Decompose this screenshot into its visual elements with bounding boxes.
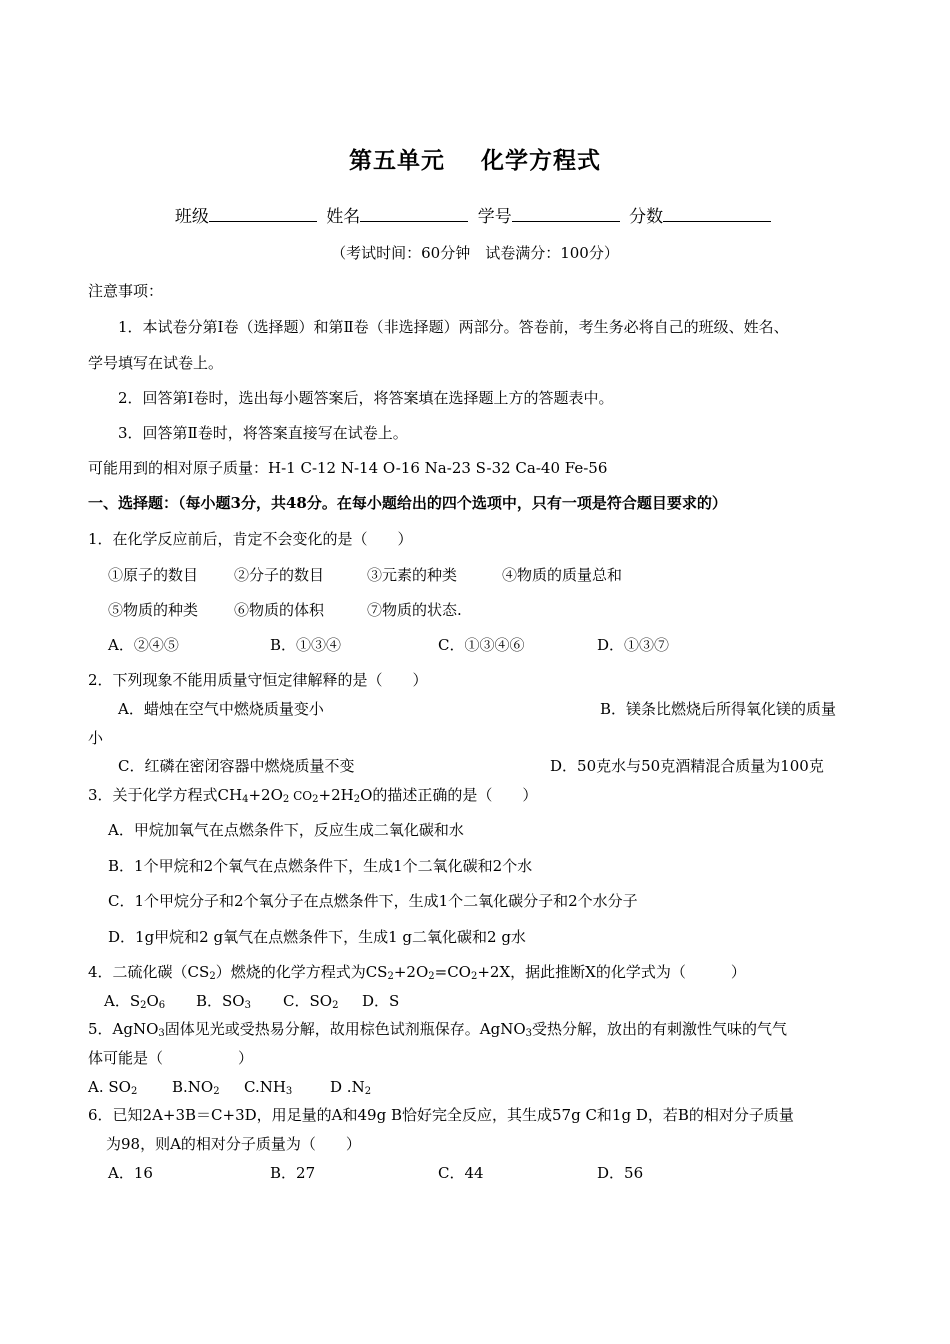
q6-option-c[interactable]: C．44 — [438, 1164, 484, 1182]
q5-pre: 5．AgNO — [88, 1020, 159, 1038]
q5-c-text: C.NH — [244, 1078, 286, 1096]
name-label: 姓名 — [326, 207, 361, 227]
q5-a-text: A. SO — [88, 1078, 131, 1096]
q1-item-6: ⑥物质的体积 — [234, 601, 325, 619]
q4-c-text: C．SO — [283, 992, 333, 1010]
q4-sub-a: 2 — [209, 971, 216, 982]
q6-stem-line1: 6．已知2A+3B＝C+3D，用足量的A和49g B恰好完全反应，其生成57g C和1g D，若B的相对分子质量 — [88, 1106, 794, 1124]
q1-item-3: ③元素的种类 — [367, 566, 458, 584]
q1-option-a[interactable]: A．②④⑤ — [108, 636, 179, 654]
section-1-heading: 一、选择题：（每小题3分，共48分。在每小题给出的四个选项中，只有一项是符合题目要求的） — [88, 494, 727, 512]
notice-item-1: 1．本试卷分第Ⅰ卷（选择题）和第Ⅱ卷（非选择题）两部分。答卷前，考生务必将自己的班级、姓名、 — [118, 318, 789, 336]
q2-option-d[interactable]: D．50克水与50克酒精混合质量为100克 — [550, 757, 824, 775]
eq-ch: CH — [217, 786, 243, 804]
q4-stem-mid3: =CO — [434, 963, 471, 981]
q1-item-1: ①原子的数目 — [108, 566, 199, 584]
q4-option-b[interactable] — [196, 991, 251, 1011]
q5-a-sub: 2 — [130, 1086, 138, 1097]
page-title — [0, 146, 950, 176]
q6-option-b[interactable]: B．27 — [270, 1164, 316, 1182]
q4-stem-mid1: ）燃烧的化学方程式为CS — [215, 963, 388, 981]
q5-option-d[interactable] — [330, 1077, 371, 1097]
q2-option-b-cont: 小 — [88, 729, 104, 747]
q4-stem — [88, 962, 746, 982]
eq-sub-2a: 2 — [282, 794, 290, 805]
q5-b-sub: 2 — [213, 1086, 220, 1097]
q4-option-d[interactable]: D．S — [362, 992, 400, 1010]
notice-heading: 注意事项： — [88, 282, 164, 300]
q3-stem-post: 的描述正确的是（ ） — [372, 786, 538, 804]
q5-c-sub: 3 — [285, 1086, 293, 1097]
q1-option-d[interactable]: D．①③⑦ — [597, 636, 670, 654]
eq-o: +2O — [248, 786, 283, 804]
q5-stem-line2: 体可能是（ ） — [88, 1049, 254, 1067]
q3-option-d[interactable]: D．1g甲烷和2 g氧气在点燃条件下，生成1 g二氧化碳和2 g水 — [108, 928, 526, 946]
q3-option-b[interactable]: B．1个甲烷和2个氧气在点燃条件下，生成1个二氧化碳和2个水 — [108, 857, 533, 875]
title-topic: 化学方程式 — [481, 147, 601, 174]
title-unit: 第五单元 — [349, 147, 445, 174]
q4-b-text: B．SO — [196, 992, 245, 1010]
q4-a-mid: O — [146, 992, 159, 1010]
q5-sub-b: 3 — [525, 1028, 533, 1039]
exam-info: （考试时间：60分钟 试卷满分：100分） — [331, 244, 619, 262]
q2-option-c[interactable]: C．红磷在密闭容器中燃烧质量不变 — [118, 757, 355, 775]
atomic-masses: 可能用到的相对原子质量：H-1 C-12 N-14 O-16 Na-23 S-32 Ca-40 Fe-56 — [88, 459, 608, 477]
q1-option-b[interactable]: B．①③④ — [270, 636, 342, 654]
q5-d-text: D .N — [330, 1078, 365, 1096]
q6-option-d[interactable]: D．56 — [597, 1164, 644, 1182]
q1-option-c[interactable]: C．①③④⑥ — [438, 636, 525, 654]
class-label: 班级 — [174, 207, 209, 227]
q2-option-a[interactable]: A．蜡烛在空气中燃烧质量变小 — [118, 700, 324, 718]
student-id-blank[interactable] — [512, 205, 620, 222]
q1-item-2: ②分子的数目 — [234, 566, 325, 584]
q5-b-text: B.NO — [172, 1078, 214, 1096]
q3-equation — [218, 786, 373, 804]
q6-option-a[interactable]: A．16 — [108, 1164, 153, 1182]
q4-a-sub1: 2 — [140, 1000, 147, 1011]
eq-sub-2c: 2 — [353, 794, 361, 805]
q4-a-text: A．S — [104, 992, 141, 1010]
q5-stem-line1 — [88, 1019, 787, 1039]
q5-mid: 固体见光或受热易分解，故用棕色试剂瓶保存。AgNO — [164, 1020, 526, 1038]
eq-o-end: O — [360, 786, 373, 804]
q2-option-b[interactable]: B．镁条比燃烧后所得氧化镁的质量 — [600, 700, 837, 718]
q4-sub-b: 2 — [387, 971, 394, 982]
q4-sub-d: 2 — [470, 971, 478, 982]
student-id-label: 学号 — [477, 207, 512, 227]
q5-option-a[interactable] — [88, 1077, 137, 1097]
q6-stem-line2: 为98，则A的相对分子质量为（ ） — [106, 1135, 361, 1153]
notice-item-3: 3．回答第Ⅱ卷时，将答案直接写在试卷上。 — [118, 424, 408, 442]
q4-stem-mid4: +2X，据此推断X的化学式为（ ） — [477, 963, 746, 981]
q5-d-sub: 2 — [364, 1086, 372, 1097]
q3-option-c[interactable]: C．1个甲烷分子和2个氧分子在点燃条件下，生成1个二氧化碳分子和2个水分子 — [108, 892, 638, 910]
eq-sub-4: 4 — [242, 794, 249, 805]
q5-option-b[interactable] — [172, 1077, 220, 1097]
q3-stem-pre: 3．关于化学方程式 — [88, 786, 218, 804]
eq-h: +2H — [318, 786, 354, 804]
q5-post: 受热分解，放出的有刺激性气味的气气 — [532, 1020, 788, 1038]
q4-option-c[interactable] — [283, 991, 338, 1011]
q4-stem-mid2: +2O — [393, 963, 429, 981]
q4-stem-pre: 4．二硫化碳（CS — [88, 963, 210, 981]
eq-sub-2b: 2 — [312, 794, 319, 805]
q1-stem: 1．在化学反应前后，肯定不会变化的是（ ） — [88, 530, 413, 548]
q1-item-5: ⑤物质的种类 — [108, 601, 199, 619]
score-blank[interactable] — [663, 205, 771, 222]
q1-item-7: ⑦物质的状态. — [367, 601, 462, 619]
score-label: 分数 — [629, 207, 664, 227]
eq-co: CO — [289, 789, 313, 803]
name-blank[interactable] — [360, 205, 468, 222]
q4-sub-c: 2 — [428, 971, 435, 982]
notice-item-1-cont: 学号填写在试卷上。 — [88, 354, 224, 372]
q5-option-c[interactable] — [244, 1077, 292, 1097]
q3-stem — [88, 785, 537, 806]
q4-a-sub2: 6 — [158, 1000, 166, 1011]
notice-item-2: 2．回答第Ⅰ卷时，选出每小题答案后，将答案填在选择题上方的答题表中。 — [118, 389, 614, 407]
class-blank[interactable] — [209, 205, 317, 222]
q5-sub-a: 3 — [158, 1028, 165, 1039]
student-info-line — [0, 205, 950, 228]
q3-option-a[interactable]: A．甲烷加氧气在点燃条件下，反应生成二氧化碳和水 — [108, 821, 464, 839]
q4-b-sub: 3 — [244, 1000, 251, 1011]
q2-stem: 2．下列现象不能用质量守恒定律解释的是（ ） — [88, 671, 428, 689]
q4-c-sub: 2 — [332, 1000, 339, 1011]
q4-option-a[interactable] — [104, 991, 165, 1011]
q1-item-4: ④物质的质量总和 — [502, 566, 623, 584]
